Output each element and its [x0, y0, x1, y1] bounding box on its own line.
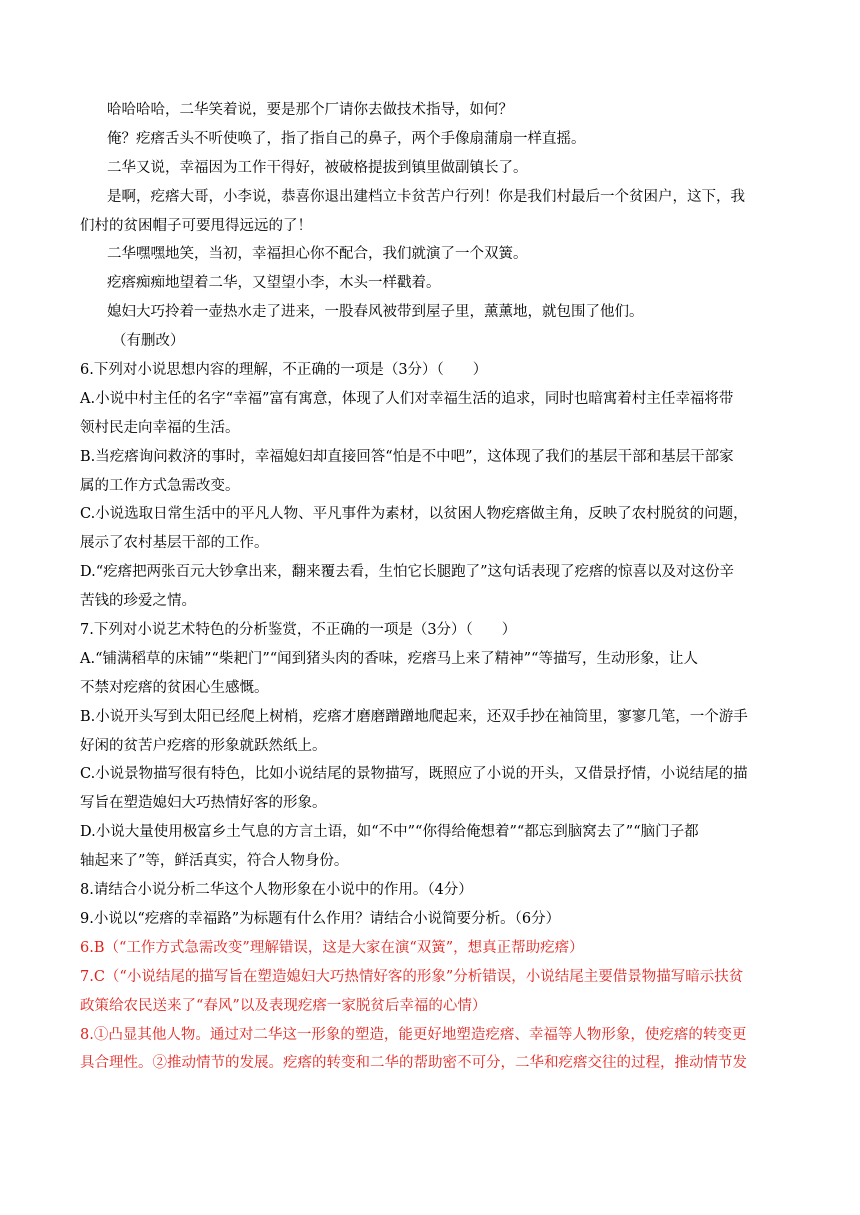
- story-line: 们村的贫困帽子可要甩得远远的了！: [80, 217, 312, 234]
- story-line: 二华又说，幸福因为工作干得好，被破格提拔到镇里做副镇长了。: [107, 159, 528, 176]
- question-6-option-c: C.小说选取日常生活中的平凡人物、平凡事件为素材，以贫困人物疙瘩做主角，反映了农村脱贫的问题，: [80, 506, 748, 523]
- story-line: 俺？疙瘩舌头不听使唤了，指了指自己的鼻子，两个手像扇蒲扇一样直摇。: [107, 130, 586, 147]
- question-6-option-a-cont: 领村民走向幸福的生活。: [80, 419, 240, 436]
- story-line: 疙瘩痴痴地望着二华，又望望小李，木头一样戳着。: [107, 275, 441, 292]
- revision-note: （有删改）: [112, 333, 185, 350]
- question-7-stem: 7.下列对小说艺术特色的分析鉴赏，不正确的一项是（3分）（ ）: [80, 622, 517, 639]
- answer-6: 6.B（“工作方式急需改变”理解错误，这是大家在演“双簧”，想真正帮助疙瘩）: [80, 939, 584, 956]
- document-page: [80, 96, 785, 1078]
- story-line: 二华嘿嘿地笑，当初，幸福担心你不配合，我们就演了一个双簧。: [107, 246, 528, 263]
- question-7-option-b: B.小说开头写到太阳已经爬上树梢，疙瘩才磨磨蹭蹭地爬起来，还双手抄在袖筒里，寥寥几笔，一个游手: [80, 708, 748, 725]
- question-7-option-a: A.“铺满稻草的床铺”“柴耙门”“闻到猪头肉的香味，疙瘩马上来了精神”“等描写，生动形象，让人: [80, 650, 698, 667]
- question-7-option-c: C.小说景物描写很有特色，比如小说结尾的景物描写，既照应了小说的开头，又借景抒情，小说结尾的描: [80, 766, 748, 783]
- question-7-option-d-cont: 轴起来了”等，鲜活真实，符合人物身份。: [80, 853, 349, 870]
- answer-7-cont: 政策给农民送来了“春风”以及表现疙瘩一家脱贫后幸福的心情）: [80, 997, 487, 1014]
- question-9: 9.小说以“疙瘩的幸福路”为标题有什么作用？请结合小说简要分析。（6分）: [80, 910, 561, 927]
- question-7-option-b-cont: 好闲的贫苦户疙瘩的形象就跃然纸上。: [80, 737, 327, 754]
- story-line: 是啊，疙瘩大哥，小李说，恭喜你退出建档立卡贫苦户行列！你是我们村最后一个贫困户，这下，我: [107, 188, 745, 205]
- question-6-option-b: B.当疙瘩询问救济的事时，幸福媳妇却直接回答“怕是不中吧”，这体现了我们的基层干部和基层干部家: [80, 448, 734, 465]
- question-7-option-c-cont: 写旨在塑造媳妇大巧热情好客的形象。: [80, 795, 327, 812]
- question-7-option-d: D.小说大量使用极富乡土气息的方言土语，如“不中”“你得给俺想着”“都忘到脑窝去了”“脑门子都: [80, 824, 699, 841]
- question-8: 8.请结合小说分析二华这个人物形象在小说中的作用。（4分）: [80, 882, 473, 899]
- question-6-option-d: D.“疙瘩把两张百元大钞拿出来，翻来覆去看，生怕它长腿跑了”这句话表现了疙瘩的惊喜以及对这份辛: [80, 564, 735, 581]
- answer-8-cont: 具合理性。②推动情节的发展。疙瘩的转变和二华的帮助密不可分，二华和疙瘩交往的过程，推动情节发: [80, 1055, 747, 1072]
- question-6-option-d-cont: 苦钱的珍爱之情。: [80, 593, 196, 610]
- story-line: 哈哈哈哈，二华笑着说，要是那个厂请你去做技术指导，如何？: [107, 102, 513, 118]
- answer-8: 8.①凸显其他人物。通过对二华这一形象的塑造，能更好地塑造疙瘩、幸福等人物形象，使疙瘩的转变更: [80, 1026, 747, 1043]
- answer-7: 7.C（“小说结尾的描写旨在塑造媳妇大巧热情好客的形象”分析错误，小说结尾主要借景物描写暗示扶贫: [80, 968, 744, 985]
- question-6-stem: 6.下列对小说思想内容的理解，不正确的一项是（3分）（ ）: [80, 362, 488, 379]
- question-7-option-a-cont: 不禁对疙瘩的贫困心生感慨。: [80, 679, 269, 696]
- question-6-option-b-cont: 属的工作方式急需改变。: [80, 477, 240, 494]
- question-6-option-c-cont: 展示了农村基层干部的工作。: [80, 535, 269, 552]
- question-6-option-a: A.小说中村主任的名字“幸福”富有寓意，体现了人们对幸福生活的追求，同时也暗寓着村主任幸福将带: [80, 390, 734, 407]
- story-line: 媳妇大巧拎着一壶热水走了进来，一股春风被带到屋子里，薰薰地，就包围了他们。: [107, 304, 644, 321]
